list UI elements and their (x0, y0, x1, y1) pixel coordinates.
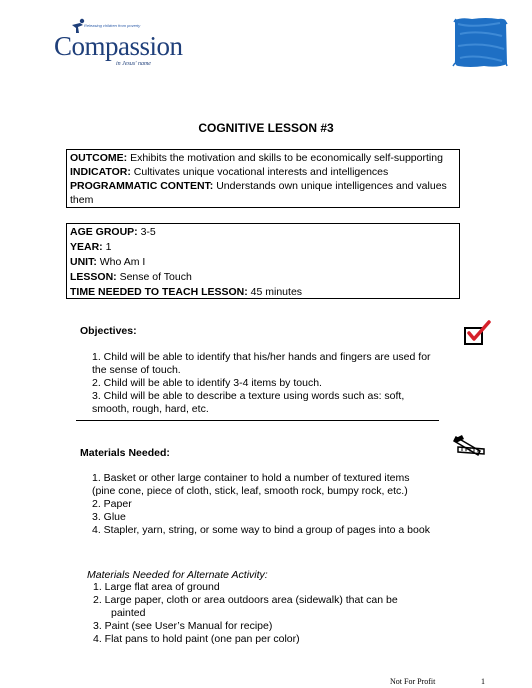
list-item: 1. Child will be able to identify that his/her hands and fingers are used for (92, 351, 431, 363)
programmatic-content-row: PROGRAMMATIC CONTENT: Understands own unique intelligences and values (70, 180, 447, 192)
objectives-heading: Objectives: (80, 325, 137, 337)
outcome-row: OUTCOME: Exhibits the motivation and skills to be economically self-supporting (70, 152, 443, 164)
indicator-row: INDICATOR: Cultivates unique vocational interests and intelligences (70, 166, 389, 178)
compassion-logo (50, 18, 183, 70)
list-item: 2. Paper (92, 498, 132, 510)
programmatic-content-continued: them (70, 194, 94, 206)
section-divider (76, 420, 439, 421)
list-item-continued: painted (111, 607, 146, 619)
logo-subtitle: in Jesus' name (116, 61, 151, 67)
list-item: 4. Flat pans to hold paint (one pan per color) (93, 633, 300, 645)
time-needed-row: TIME NEEDED TO TEACH LESSON: 45 minutes (70, 286, 303, 298)
lesson-title: COGNITIVE LESSON #3 (198, 121, 334, 135)
unit-row: UNIT: Who Am I (70, 256, 146, 268)
alternate-heading: Materials Needed for Alternate Activity: (87, 569, 268, 581)
alternate-list (93, 581, 433, 646)
objectives-list (92, 351, 442, 416)
footer-not-for-profit: Not For Profit (390, 677, 436, 686)
list-item: 3. Paint (see User’s Manual for recipe) (93, 620, 273, 632)
materials-heading: Materials Needed: (80, 447, 170, 459)
list-item: 3. Glue (92, 511, 126, 523)
logo-tagline: Releasing children from poverty (84, 23, 141, 28)
outcome-info-box (66, 149, 460, 208)
logo-wordmark: Compassion (54, 31, 183, 61)
list-item: 2. Child will be able to identify 3-4 items by touch. (92, 377, 322, 389)
list-item-continued: the sense of touch. (92, 364, 181, 376)
lesson-row: LESSON: Sense of Touch (70, 271, 192, 283)
list-item: 1. Large flat area of ground (93, 581, 220, 593)
age-group-row: AGE GROUP: 3-5 (70, 226, 156, 238)
list-item: 4. Stapler, yarn, string, or some way to bind a group of pages into a book (92, 524, 430, 536)
list-item: 1. Basket or other large container to hold a number of textured items (92, 472, 410, 484)
list-item-continued: smooth, rough, hard, etc. (92, 403, 209, 415)
blue-block-graphic (452, 16, 508, 69)
list-item: 3. Child will be able to describe a texture using words such as: soft, (92, 390, 405, 402)
materials-list (92, 472, 452, 537)
pencil-ruler-icon (452, 433, 486, 459)
page-number: 1 (481, 677, 485, 686)
year-row: YEAR: 1 (70, 241, 112, 253)
checkbox-check-icon (463, 320, 491, 346)
list-item: 2. Large paper, cloth or area outdoors area (sidewalk) that can be (93, 594, 398, 606)
lesson-details-box (66, 223, 460, 299)
list-item-continued: (pine cone, piece of cloth, stick, leaf, smooth rock, bumpy rock, etc.) (92, 485, 408, 497)
